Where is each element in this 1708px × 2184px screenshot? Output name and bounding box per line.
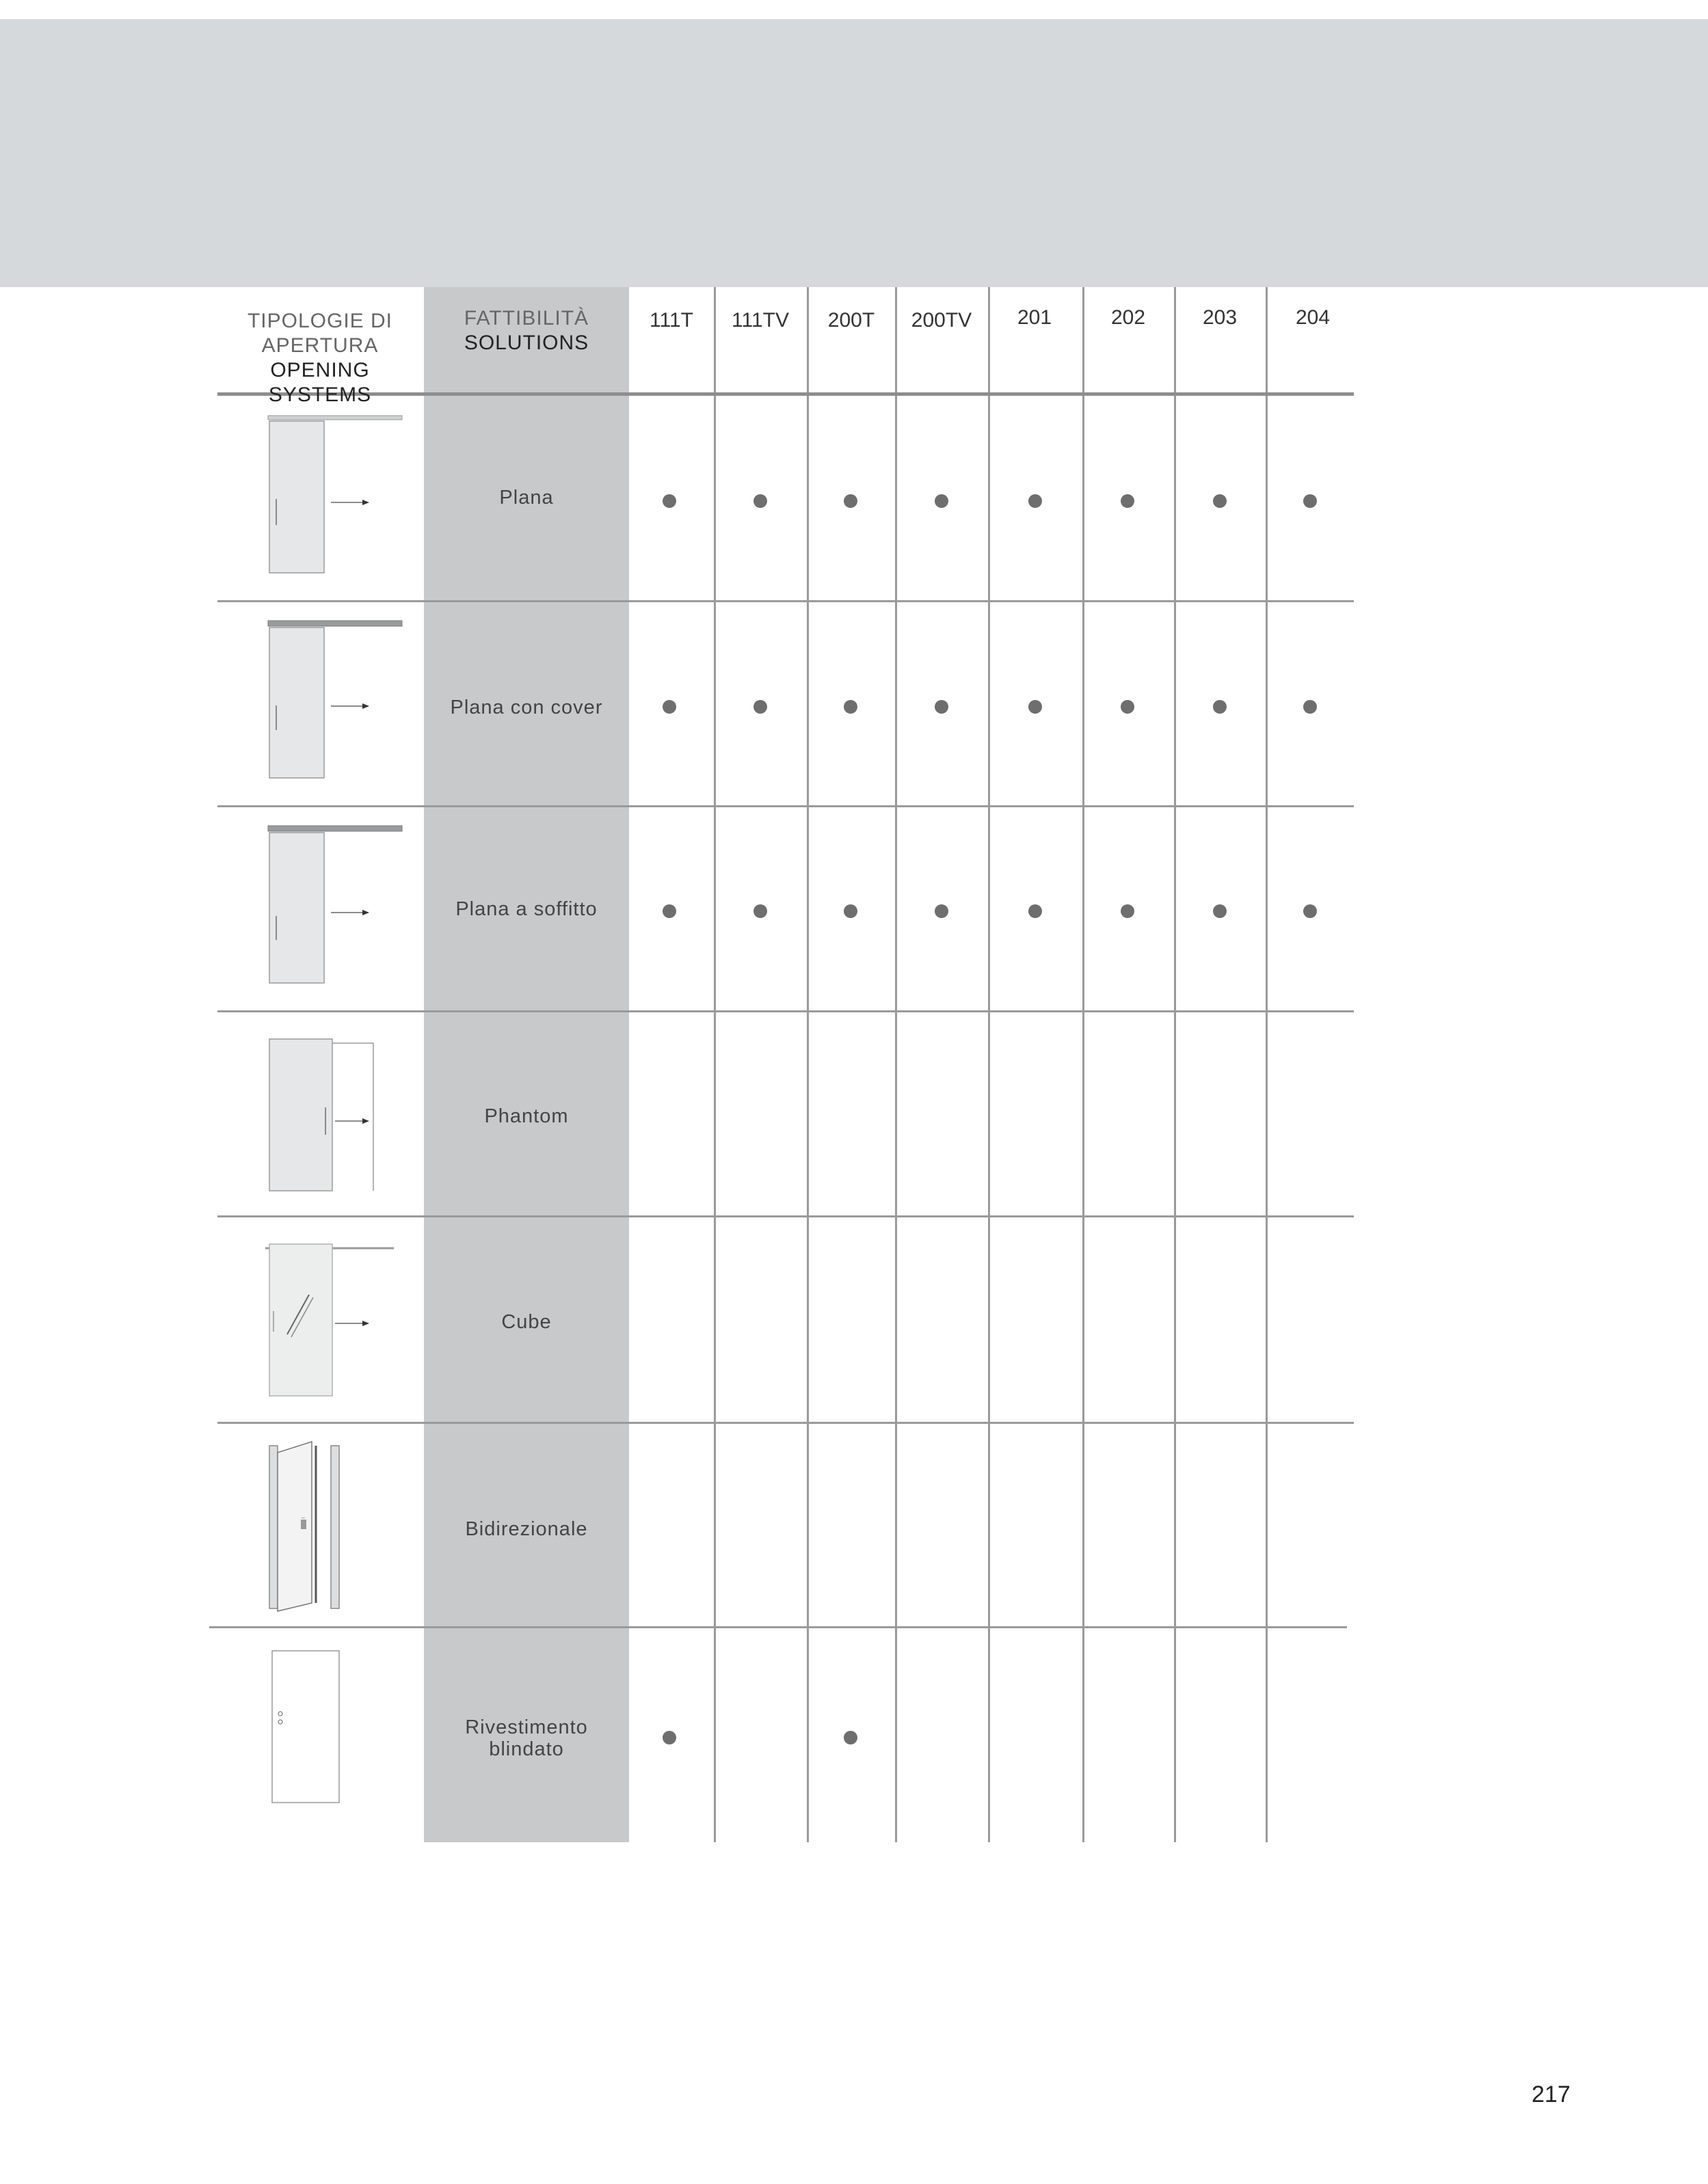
row-divider: [217, 805, 1354, 807]
availability-dot: [663, 494, 676, 508]
availability-dot: [1121, 700, 1134, 714]
row-divider: [209, 1626, 1347, 1628]
availability-dot: [663, 904, 676, 918]
row-label-plana: Plana: [499, 487, 554, 509]
availability-dot: [1028, 700, 1042, 714]
grid-vline: [1174, 287, 1176, 1842]
grid-vline: [895, 287, 897, 1842]
row-label-cube: Cube: [501, 1311, 552, 1333]
opening-systems-en: OPENING SYSTEMS: [268, 359, 372, 406]
phantom-door-icon: [260, 1025, 410, 1196]
column-header-200T: 200T: [827, 309, 875, 332]
availability-dot: [753, 494, 767, 508]
row-divider: [217, 1215, 1354, 1217]
opening-systems-header: [217, 309, 423, 407]
availability-dot: [1303, 700, 1317, 714]
availability-dot: [935, 494, 948, 508]
row-divider: [217, 1422, 1354, 1424]
availability-dot: [1213, 904, 1227, 918]
opening-systems-it-line2: APERTURA: [261, 334, 379, 357]
svg-text:~: ~: [301, 1515, 306, 1521]
glass-sliding-door-icon: [260, 1230, 410, 1401]
column-header-204: 204: [1295, 306, 1331, 329]
availability-dot: [1213, 494, 1227, 508]
availability-dot: [1213, 700, 1227, 714]
availability-dot: [844, 494, 857, 508]
column-header-201: 201: [1017, 306, 1052, 329]
row-label-line2: blindato: [489, 1738, 564, 1760]
availability-dot: [1121, 494, 1134, 508]
row-divider: [217, 1010, 1354, 1012]
availability-dot: [753, 904, 767, 918]
row-label-phantom: Phantom: [484, 1105, 569, 1127]
column-header-111TV: 111TV: [732, 309, 789, 332]
grid-vline: [1266, 287, 1268, 1842]
availability-dot: [1121, 904, 1134, 918]
availability-dot: [753, 700, 767, 714]
availability-dot: [935, 904, 948, 918]
grid-vline: [714, 287, 716, 1842]
sliding-door-ceiling-icon: [260, 820, 410, 991]
row-label-bidirezionale: Bidirezionale: [465, 1518, 588, 1540]
solutions-column-background: [424, 287, 629, 1842]
availability-dot: [1028, 494, 1042, 508]
grid-vline: [807, 287, 809, 1842]
row-label-line1: Rivestimento: [465, 1716, 588, 1738]
column-header-111T: 111T: [650, 309, 693, 332]
row-divider: [217, 600, 1354, 602]
column-header-200TV: 200TV: [911, 309, 972, 332]
grid-vline: [988, 287, 990, 1842]
availability-dot: [844, 700, 857, 714]
solutions-en: SOLUTIONS: [464, 332, 589, 354]
solutions-it: FATTIBILITÀ: [464, 307, 589, 329]
availability-dot: [1028, 904, 1042, 918]
sliding-door-cover-icon: [260, 615, 410, 786]
header-band: [0, 19, 1708, 287]
opening-systems-it-line1: TIPOLOGIE DI: [247, 310, 393, 332]
availability-dot: [663, 1731, 676, 1744]
availability-dot: [844, 904, 857, 918]
row-label-rivestimento-blindato: [424, 1716, 629, 1760]
sliding-door-icon: [260, 410, 410, 581]
column-header-203: 203: [1202, 306, 1238, 329]
grid-vline: [1082, 287, 1084, 1842]
availability-dot: [935, 700, 948, 714]
solutions-header: [424, 306, 629, 355]
availability-dot: [1303, 904, 1317, 918]
page-number: 217: [1532, 2081, 1571, 2107]
availability-dot: [1303, 494, 1317, 508]
row-label-plana-con-cover: Plana con cover: [450, 697, 603, 718]
column-header-202: 202: [1110, 306, 1146, 329]
pivot-door-icon: [260, 1432, 410, 1617]
availability-dot: [844, 1731, 857, 1744]
row-label-plana-a-soffitto: Plana a soffitto: [455, 898, 598, 920]
armored-door-icon: [260, 1637, 410, 1808]
availability-dot: [663, 700, 676, 714]
